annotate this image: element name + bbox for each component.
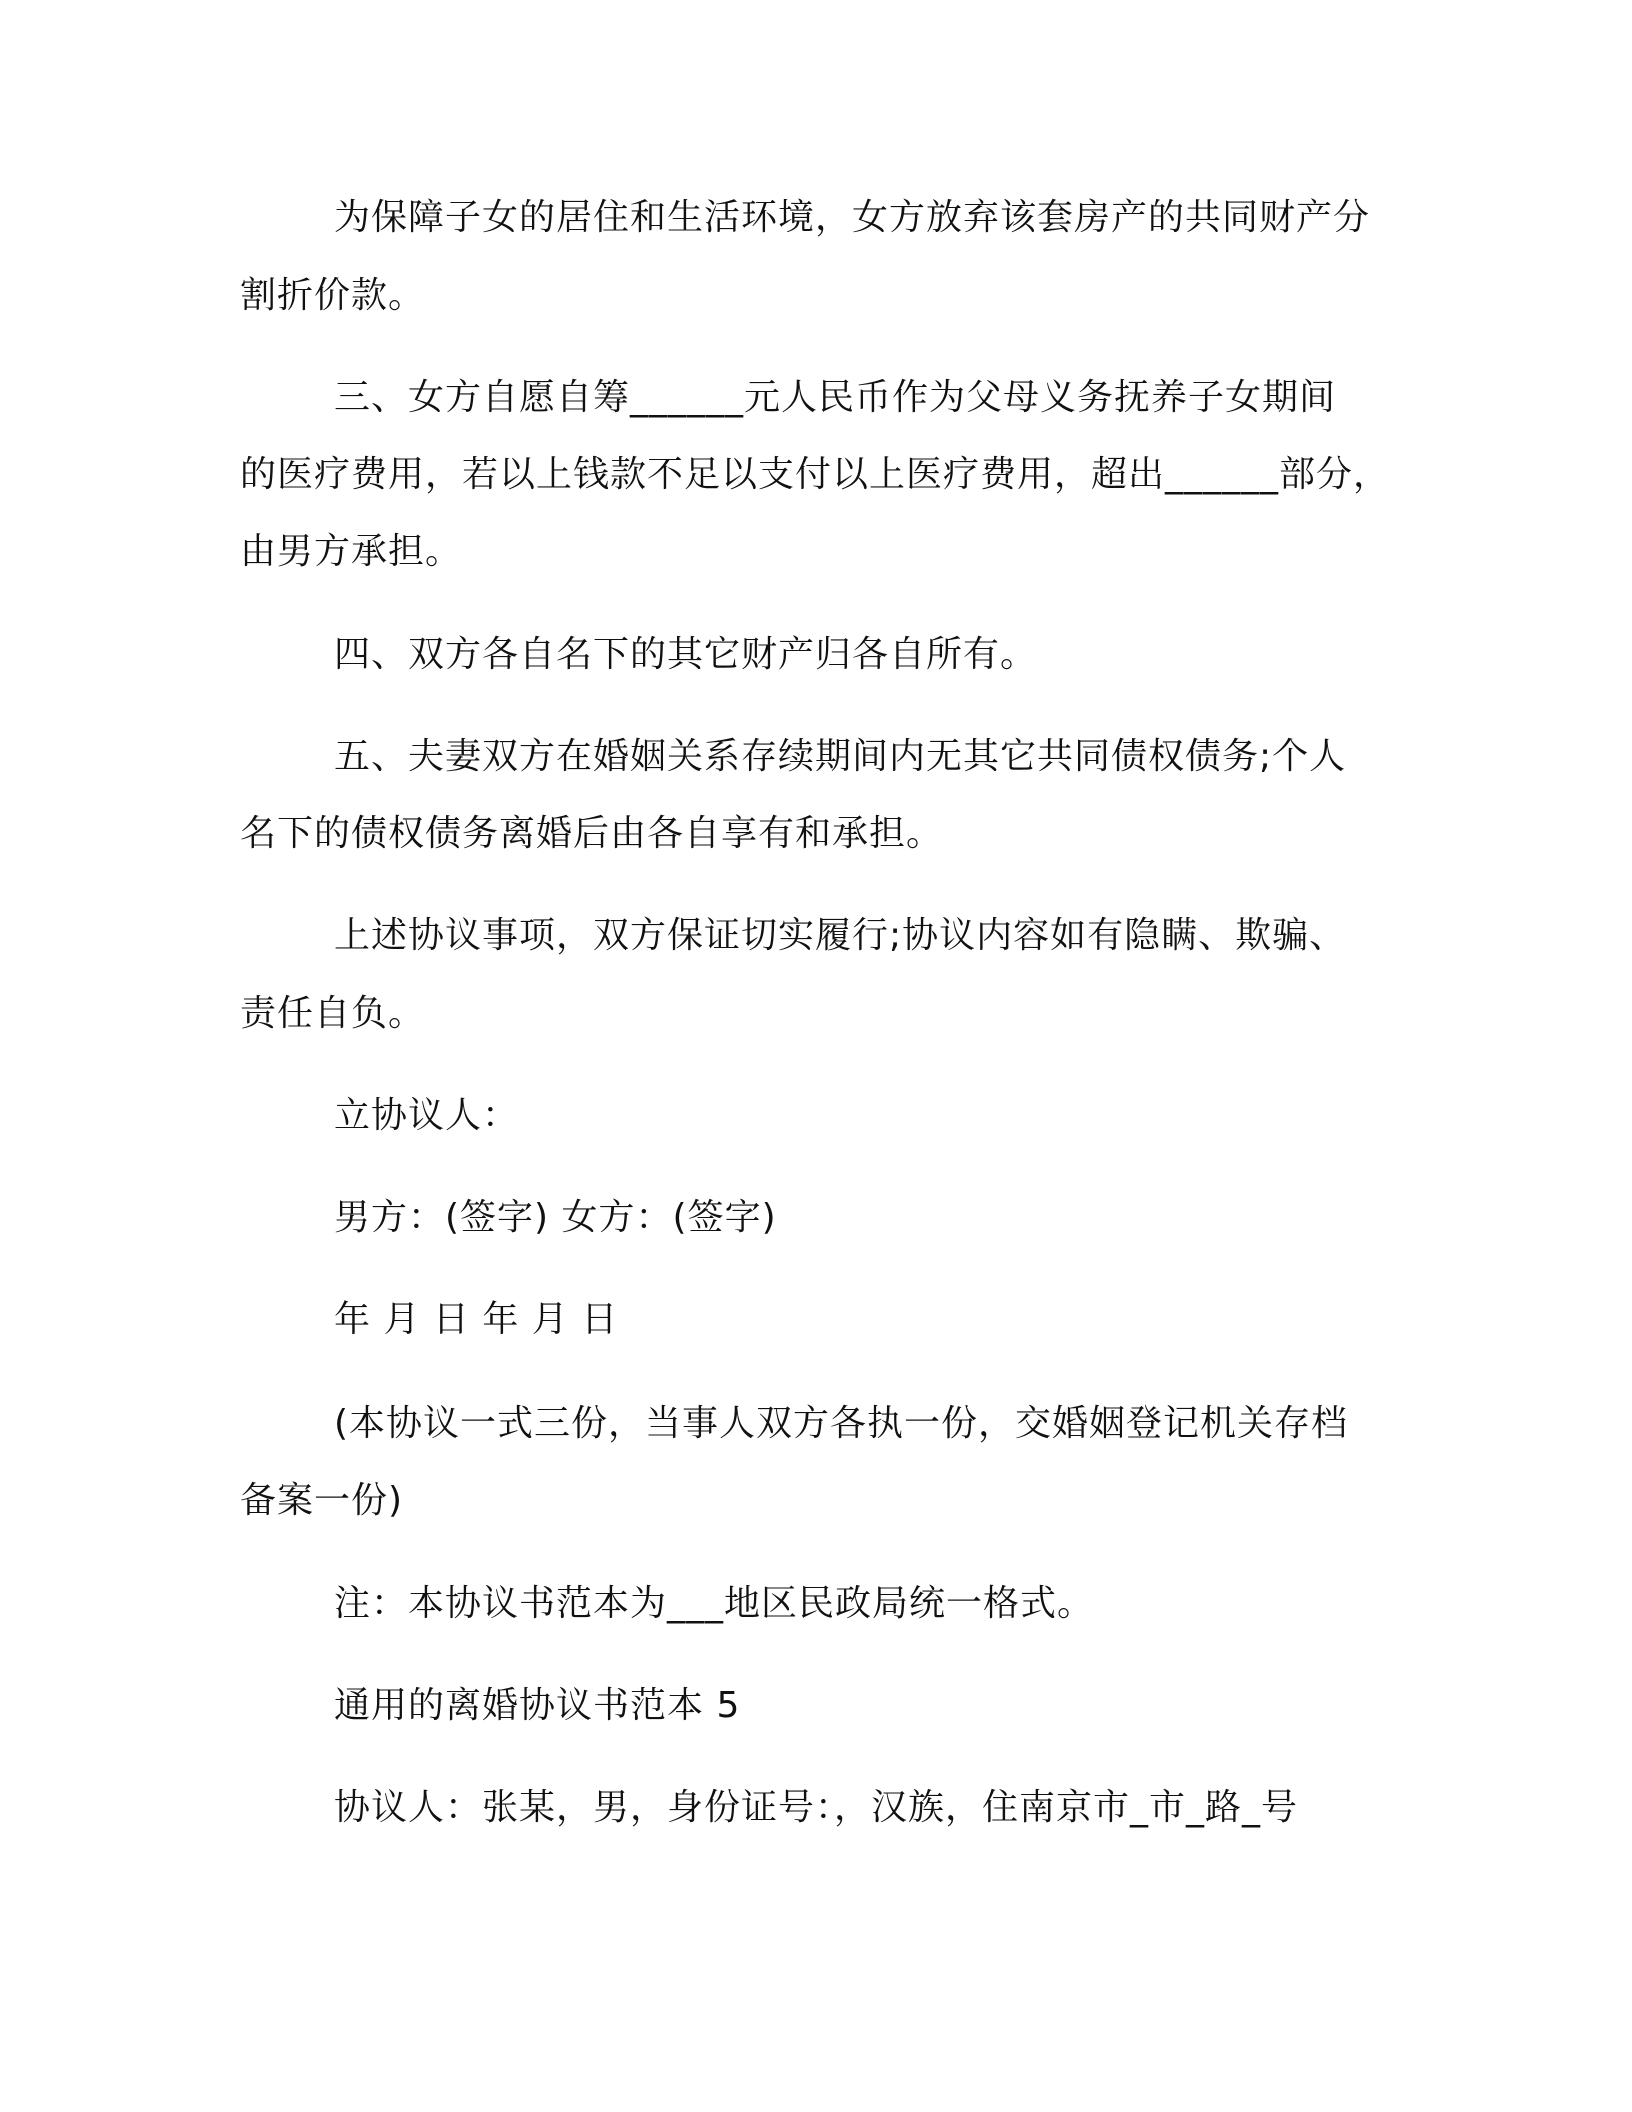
guarantee-line-2: 责任自负。 bbox=[240, 993, 426, 1034]
paragraph-1-line-2: 割折价款。 bbox=[240, 275, 426, 316]
clause-3-line-1: 三、女方自愿自筹______元人民币作为父母义务抚养子女期间 bbox=[334, 377, 1337, 418]
signature-line: 男方：(签字) 女方：(签字) bbox=[334, 1197, 777, 1238]
clause-3-line-3: 由男方承担。 bbox=[240, 531, 463, 572]
clause-3-line-2: 的医疗费用，若以上钱款不足以支付以上医疗费用，超出______部分， bbox=[240, 454, 1391, 495]
clause-5-line-2: 名下的债权债务离婚后由各自享有和承担。 bbox=[240, 813, 944, 854]
clause-5-line-1: 五、夫妻双方在婚姻关系存续期间内无其它共同债权债务;个人 bbox=[334, 736, 1347, 777]
format-note: 注：本协议书范本为___地区民政局统一格式。 bbox=[334, 1583, 1095, 1624]
paragraph-1-line-1: 为保障子女的居住和生活环境，女方放弃该套房产的共同财产分 bbox=[334, 197, 1371, 238]
clause-4-line-1: 四、双方各自名下的其它财产归各自所有。 bbox=[334, 634, 1038, 675]
date-line: 年 月 日 年 月 日 bbox=[334, 1299, 619, 1340]
copies-note-line-1: (本协议一式三份，当事人双方各执一份，交婚姻登记机关存档 bbox=[334, 1403, 1349, 1444]
signatory-label: 立协议人： bbox=[334, 1095, 520, 1136]
guarantee-line-1: 上述协议事项，双方保证切实履行;协议内容如有隐瞒、欺骗、 bbox=[334, 915, 1347, 956]
section-heading: 通用的离婚协议书范本 5 bbox=[334, 1685, 741, 1726]
party-info-line: 协议人：张某，男，身份证号：，汉族，住南京市_市_路_号 bbox=[334, 1787, 1299, 1828]
copies-note-line-2: 备案一份) bbox=[240, 1480, 404, 1521]
